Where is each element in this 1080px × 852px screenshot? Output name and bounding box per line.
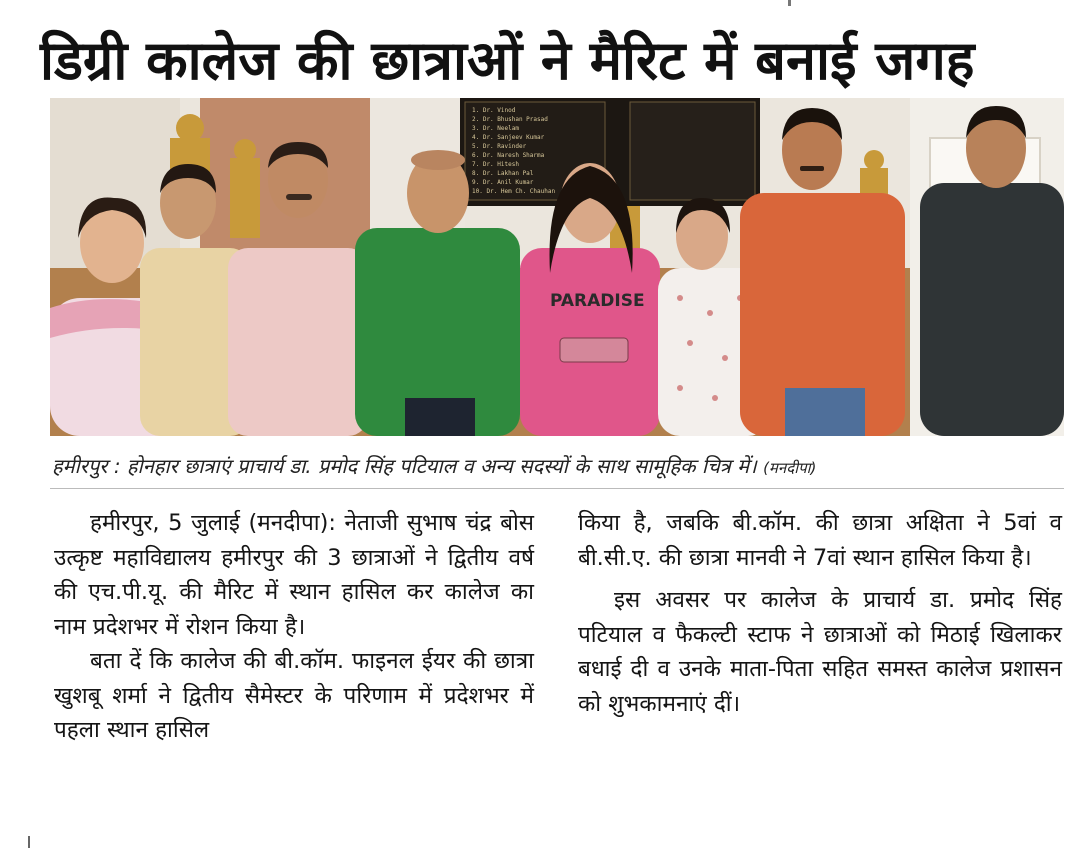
honour-board-line: 1. Dr. Vinod: [472, 107, 516, 114]
caption-credit: (मनदीपा): [763, 459, 817, 477]
photo-caption: [52, 448, 1062, 484]
column-marker: [788, 0, 791, 6]
paragraph-gap: [578, 575, 1062, 583]
honour-board-line: 10. Dr. Hem Ch. Chauhan: [472, 188, 556, 195]
divider: [50, 488, 1064, 489]
headline: डिग्री कालेज की छात्राओं ने मैरिट में बनाई जगह: [40, 29, 975, 92]
honour-board-line: 6. Dr. Naresh Sharma: [472, 152, 545, 159]
shirt-text: PARADISE: [550, 291, 645, 311]
article-paragraph: इस अवसर पर कालेज के प्राचार्य डा. प्रमोद सिंह पटियाल व फैकल्टी स्टाफ ने छात्राओं को मिठाई खिलाकर बधाई दी व उनके माता-पिता सहित समस्त कालेज प्रशासन को शुभकामनाएं दीं।: [578, 587, 1062, 717]
article-paragraph: बता दें कि कालेज की बी.कॉम. फाइनल ईयर की छात्रा खुशबू शर्मा ने द्वितीय सैमेस्टर के परिणाम में प्रदेशभर में पहला स्थान हासिल: [54, 648, 534, 743]
group-photo: [50, 98, 1064, 436]
article-paragraph: हमीरपुर, 5 जुलाई (मनदीपा): नेताजी सुभाष चंद्र बोस उत्कृष्ट महाविद्यालय हमीरपुर की 3 छात्राओं ने द्वितीय वर्ष की एच.पी.यू. की मैरिट में स्थान हासिल कर कालेज का नाम प्रदेशभर में रोशन किया है।: [54, 510, 534, 640]
honour-board-line: 2. Dr. Bhushan Prasad: [472, 116, 548, 123]
honour-board-line: 4. Dr. Sanjeev Kumar: [472, 134, 545, 141]
honour-board-line: 7. Dr. Hitesh: [472, 161, 519, 168]
caption-text: हमीरपुर : होनहार छात्राएं प्राचार्य डा. प्रमोद सिंह पटियाल व अन्य सदस्यों के साथ सामूहिक चित्र में।: [52, 454, 757, 478]
group-photo-illustration: [50, 98, 1064, 436]
article-paragraph: किया है, जबकि बी.कॉम. की छात्रा अक्षिता ने 5वां व बी.सी.ए. की छात्रा मानवी ने 7वां स्थान हासिल किया है।: [578, 510, 1062, 571]
honour-board-line: 9. Dr. Anil Kumar: [472, 179, 534, 186]
honour-board-line: 3. Dr. Neelam: [472, 125, 519, 132]
honour-board-line: 5. Dr. Ravinder: [472, 143, 527, 150]
article-column-left: [54, 506, 534, 748]
honour-board-line: 8. Dr. Lakhan Pal: [472, 170, 534, 177]
article-column-right: [578, 506, 1062, 721]
column-marker: [28, 836, 30, 848]
